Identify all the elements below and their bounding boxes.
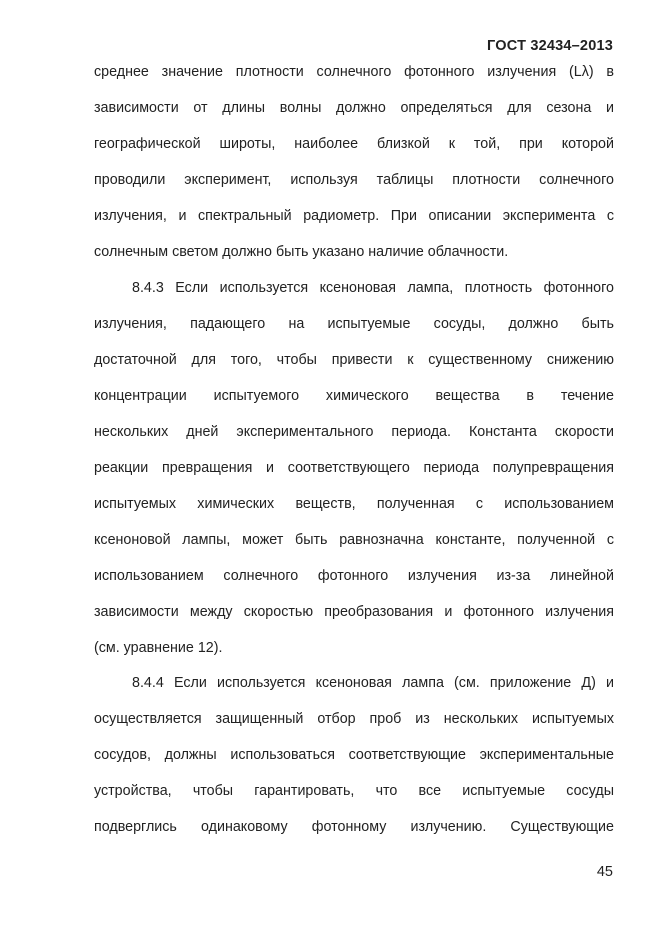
text-line: географической широты, наиболее близкой к той, при которой (94, 136, 614, 152)
text-line: нескольких дней экспериментального периода. Константа скорости (94, 424, 614, 440)
paragraph-8-4-4 (94, 665, 614, 845)
text-line: 8.4.4 Если используется ксеноновая лампа (см. приложение Д) и (132, 675, 614, 691)
text-line: излучения, и спектральный радиометр. При описании эксперимента с (94, 208, 614, 224)
text-line: концентрации испытуемого химического вещества в течение (94, 388, 614, 404)
document-standard-number: ГОСТ 32434–2013 (487, 38, 613, 54)
text-line: зависимости между скоростью преобразования и фотонного излучения (94, 604, 614, 620)
text-line: 8.4.3 Если используется ксеноновая лампа, плотность фотонного (132, 280, 614, 296)
text-line: среднее значение плотности солнечного фотонного излучения (Lλ) в (94, 64, 614, 80)
text-line: использованием солнечного фотонного излучения из-за линейной (94, 568, 614, 584)
text-line: солнечным светом должно быть указано наличие облачности. (94, 244, 509, 260)
text-line: подверглись одинаковому фотонному излучению. Существующие (94, 819, 614, 835)
paragraph-8-4-3 (94, 270, 614, 666)
text-line: сосудов, должны использоваться соответствующие экспериментальные (94, 747, 614, 763)
text-line: излучения, падающего на испытуемые сосуды, должно быть (94, 316, 614, 332)
text-line: проводили эксперимент, используя таблицы плотности солнечного (94, 172, 614, 188)
page-number: 45 (596, 864, 613, 880)
text-line: устройства, чтобы гарантировать, что все испытуемые сосуды (94, 783, 614, 799)
text-line: реакции превращения и соответствующего периода полупревращения (94, 460, 614, 476)
text-line: осуществляется защищенный отбор проб из нескольких испытуемых (94, 711, 614, 727)
paragraph-continuation (94, 54, 614, 270)
text-line: испытуемых химических веществ, полученная с использованием (94, 496, 614, 512)
text-line: зависимости от длины волны должно определяться для сезона и (94, 100, 614, 116)
text-line: ксеноновой лампы, может быть равнозначна константе, полученной с (94, 532, 614, 548)
text-line: достаточной для того, чтобы привести к существенному снижению (94, 352, 614, 368)
text-line: (см. уравнение 12). (94, 640, 223, 656)
